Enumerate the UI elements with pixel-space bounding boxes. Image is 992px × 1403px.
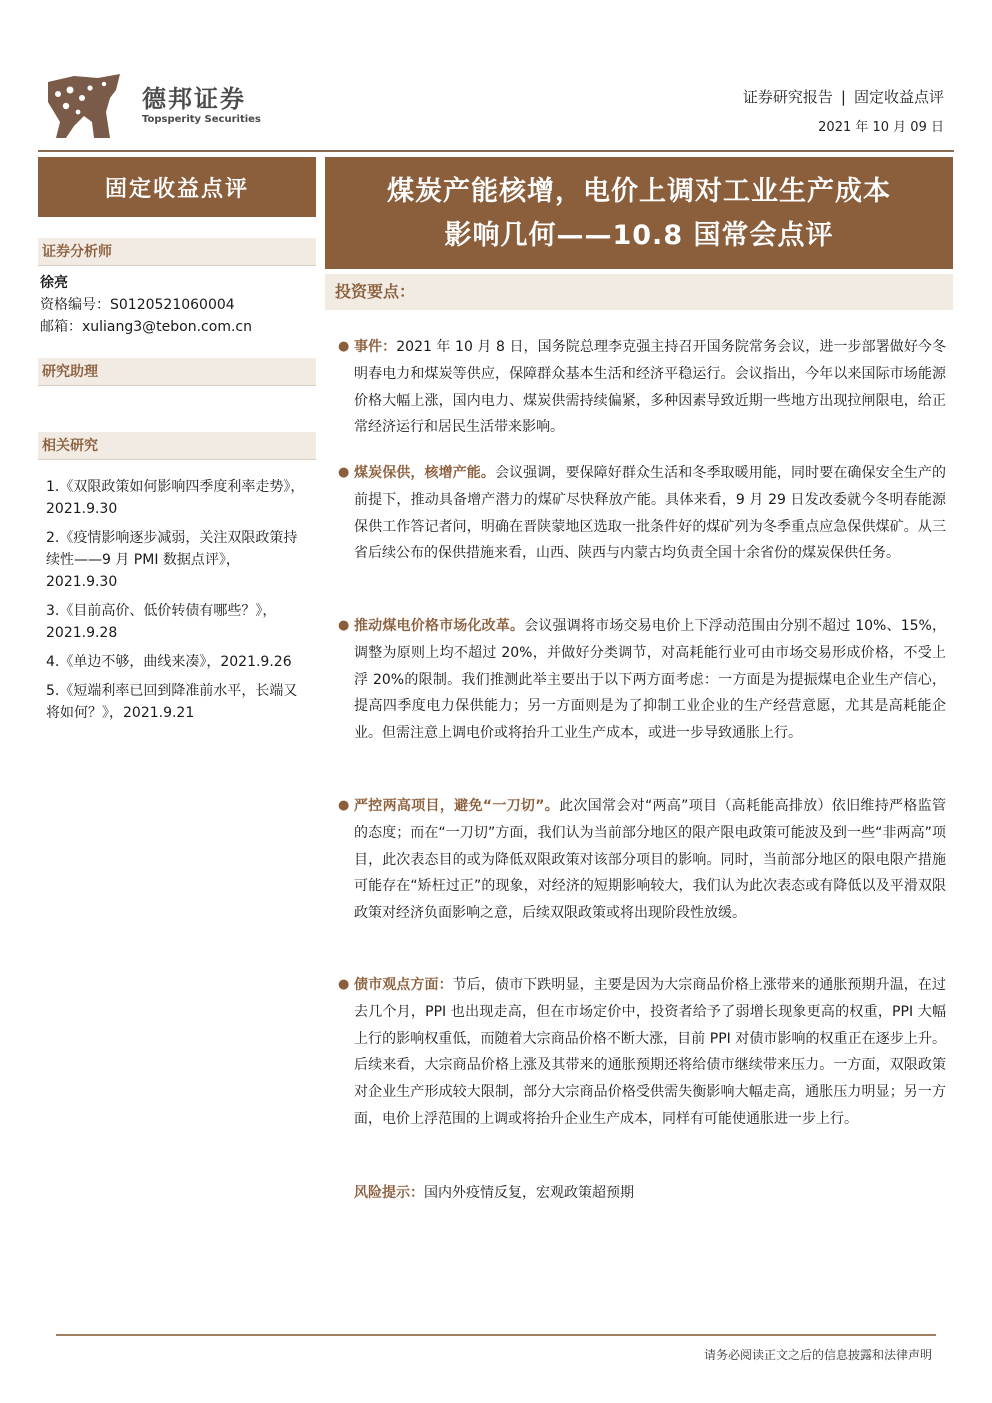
bullet-dot-icon: ●: [338, 618, 350, 633]
report-meta: [743, 86, 944, 138]
point-lead: 推动煤电价格市场化改革。: [354, 618, 525, 634]
point-body: 会议强调，要保障好群众生活和冬季取暖用能，同时要在确保安全生产的前提下，推动具备增产潜力的煤矿尽快释放产能。具体来看，9 月 29 日发改委就今冬明春能源保供工作答记者问，明确在晋陕蒙地区选取一批条件好的煤矿列为冬季重点应急保供煤矿。从三省后续公布的保供措施来看，山西、陕西与内蒙古均负责全国十余省份的煤炭保供任务。: [354, 465, 947, 562]
bullet-dot-icon: ●: [338, 798, 350, 813]
analyst-license: 资格编号：S0120521060004: [40, 297, 235, 313]
header-divider: [38, 150, 954, 152]
report-date: 2021 年 10 月 09 日: [818, 120, 944, 135]
related-item[interactable]: 4.《单边不够，曲线来凑》，2021.9.26: [46, 654, 292, 670]
point-paragraph: [338, 460, 947, 567]
point-body: 节后，债市下跌明显，主要是因为大宗商品价格上涨带来的通胀预期升温，在过去几个月，PPI 也出现走高，但在市场定价中，投资者给予了弱增长现象更高的权重，PPI 大幅上行的影响权重低，而随着大宗商品价格不断大涨，目前 PPI 对债市影响的权重正在逐步上升。后续来看，大宗商品价格上涨及其带来的通胀预期还将给债市继续带来压力。一方面，双限政策对企业生产形成较大限制，部分大宗商品价格受供需失衡影响大幅走高，通胀压力明显；另一方面，电价上浮范围的上调或将抬升企业生产成本，同样有可能使通胀进一步上行。: [354, 977, 947, 1127]
point-lead: 煤炭保供，核增产能。: [354, 465, 495, 481]
related-heading: 相关研究: [38, 432, 316, 460]
related-item[interactable]: 5.《短端利率已回到降准前水平，长端又将如何？》，2021.9.21: [46, 683, 298, 721]
leopard-logo-icon: [44, 72, 124, 140]
related-item[interactable]: 2.《疫情影响逐步减弱，关注双限政策持续性——9 月 PMI 数据点评》，2021.9.30: [46, 530, 298, 590]
brand-name-cn: 德邦证券: [142, 85, 246, 113]
risk-lead: 风险提示：: [354, 1185, 424, 1201]
analyst-name: 徐亮: [40, 275, 68, 291]
point-paragraph: [338, 793, 946, 927]
brand-logo: [44, 72, 261, 140]
brand-name-en: Topsperity Securities: [142, 114, 261, 125]
related-item[interactable]: 3.《目前高价、低价转债有哪些？》，2021.9.28: [46, 603, 277, 641]
report-title-line2: 影响几何——10.8 国常会点评: [444, 220, 834, 251]
point-lead: 严控两高项目，避免“一刀切”。: [354, 798, 560, 814]
report-title: [325, 157, 953, 269]
bullet-dot-icon: ●: [338, 465, 350, 480]
related-item[interactable]: 1.《双限政策如何影响四季度利率走势》，2021.9.30: [46, 479, 305, 517]
analyst-info: [40, 272, 252, 338]
point-body: 此次国常会对“两高”项目（高耗能高排放）依旧维持严格监管的态度；而在“一刀切”方面，我们认为当前部分地区的限产限电政策可能波及到一些“非两高”项目，此次表态目的或为降低双限政策对该部分项目的影响。同时，当前部分地区的限电限产措施可能存在“矫枉过正”的现象，对经济的短期影响较大，我们认为此次表态或有降低以及平滑双限政策对经济负面影响之意，后续双限政策或将出现阶段性放缓。: [354, 798, 946, 922]
footer-disclaimer: 请务必阅读正文之后的信息披露和法律声明: [703, 1348, 932, 1362]
bullet-dot-icon: ●: [338, 977, 350, 992]
report-category: 证券研究报告: [742, 88, 833, 106]
category-separator: |: [840, 88, 846, 106]
bullet-dot-icon: ●: [338, 339, 350, 354]
point-lead: 事件：: [354, 339, 397, 355]
report-title-line1: 煤炭产能核增，电价上调对工业生产成本: [387, 176, 891, 207]
risk-body: 国内外疫情反复，宏观政策超预期: [424, 1185, 634, 1201]
sidebar-banner: 固定收益点评: [38, 157, 316, 217]
analyst-heading: 证券分析师: [38, 238, 316, 266]
related-research-list: [46, 476, 308, 731]
point-paragraph: [338, 613, 946, 747]
point-body: 2021 年 10 月 8 日，国务院总理李克强主持召开国务院常务会议，进一步部署做好今冬明春电力和煤炭等供应，保障群众基本生活和经济平稳运行。会议指出，今年以来国际市场能源价格大幅上涨，国内电力、煤炭供需持续偏紧，多种因素导致近期一些地方出现拉闸限电，给正常经济运行和居民生活带来影响。: [354, 339, 947, 436]
point-body: 会议强调将市场交易电价上下浮动范围由分别不超过 10%、15%，调整为原则上均不超过 20%，并做好分类调节，对高耗能行业可由市场交易形成价格，不受上浮 20%的限制。我们推测此举主要出于以下两方面考虑：一方面是为提振煤电企业生产信心，提高四季度电力保供能力；另一方面则是为了抑制工业企业的生产经营意愿，尤其是高耗能企业。但需注意上调电价或将抬升工业生产成本，或进一步导致通胀上行。: [354, 618, 946, 742]
point-paragraph: [338, 972, 947, 1133]
investment-points-heading: 投资要点：: [325, 274, 953, 310]
point-paragraph: [338, 334, 947, 441]
analyst-email: 邮箱：xuliang3@tebon.com.cn: [40, 319, 252, 335]
report-subcategory: 固定收益点评: [853, 88, 944, 106]
report-category-line: [743, 86, 944, 108]
risk-warning: [354, 1180, 946, 1207]
point-lead: 债市观点方面：: [354, 977, 453, 993]
assistant-heading: 研究助理: [38, 358, 316, 386]
footer-divider: [56, 1334, 936, 1336]
